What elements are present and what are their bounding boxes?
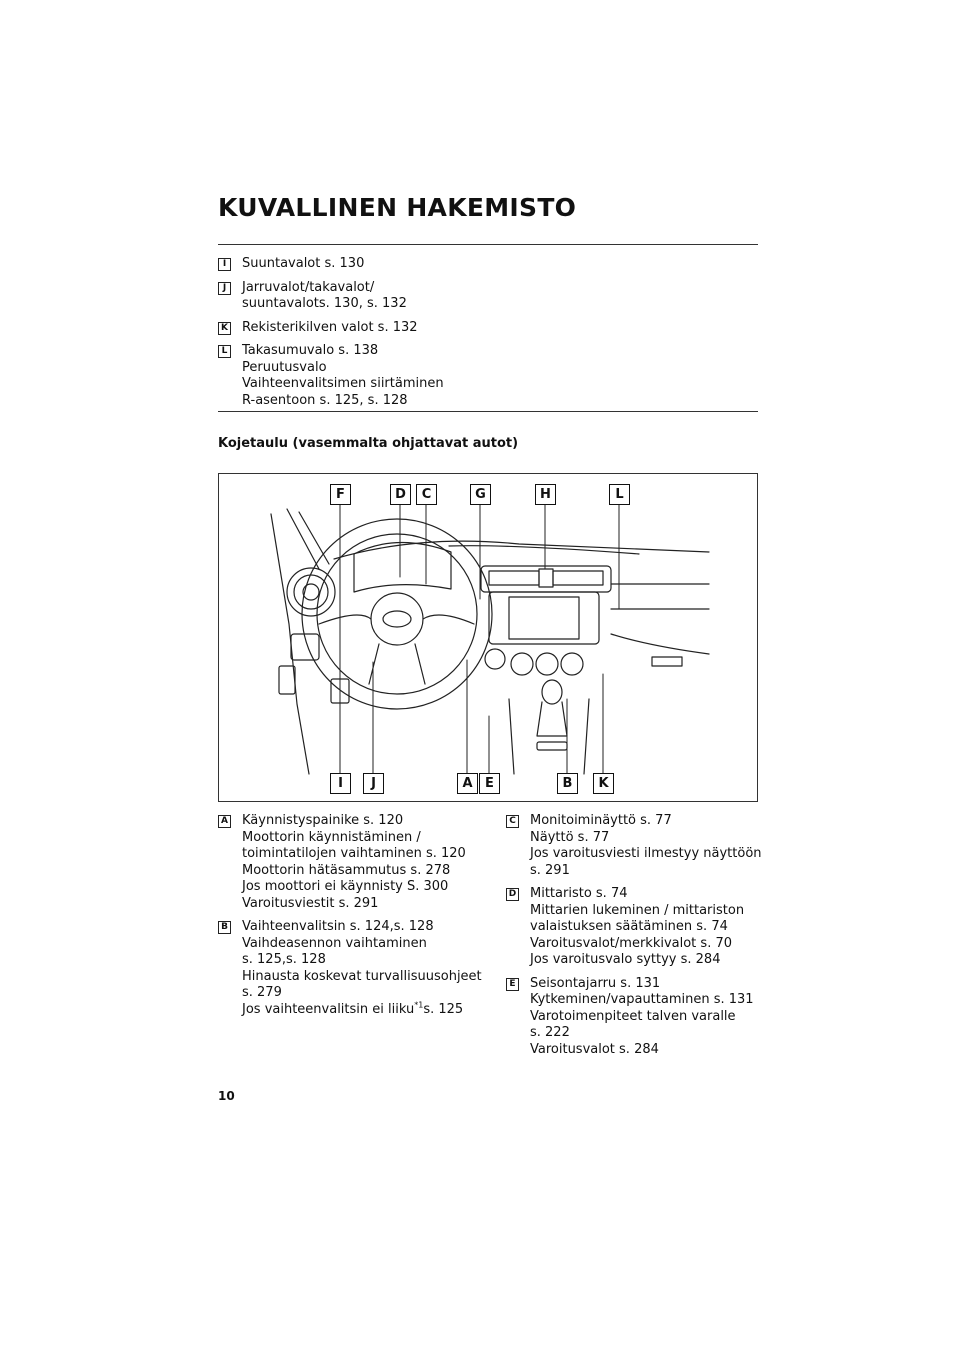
top-rule [218,244,758,245]
legend-line: Mittarien lukeminen / mittariston [530,902,745,918]
callout-b: B [557,773,578,794]
legend-entry-k [218,320,758,337]
climate-knob-right [561,653,583,675]
legend-line: Jos varoitusvalo syttyy s. 284 [530,952,721,967]
steering-spokes [319,615,474,624]
callout-f: F [330,484,351,505]
bottom-rule [218,411,758,412]
legend-line: Näyttö s. 77 [530,829,610,845]
legend-entry-b [218,919,480,1018]
steering-hub [371,593,423,645]
legend-line: Hinausta koskevat turvallisuusohjeet [242,968,482,984]
air-vent-left-core [303,584,319,600]
dashboard-right [611,634,709,654]
legend-line: valaistuksen säätäminen s. 74 [530,919,728,934]
legend-line: Seisontajarru s. 131 [530,975,661,991]
gear-boot [537,702,567,736]
key-marker: E [506,978,519,991]
legend-line: s. 125,s. 128 [242,952,326,967]
legend-line: s. 222 [530,1025,570,1040]
callout-a: A [457,773,478,794]
key-marker: D [506,888,519,901]
legend-line: Peruutusvalo [242,359,327,375]
dashboard-edge [449,546,639,554]
pillar-line [299,512,329,564]
key-marker: B [218,921,231,934]
callout-j: J [363,773,384,794]
door-edge [271,514,309,774]
legend-entry-i [218,256,758,273]
legend-line: Varoitusvalot/merkkivalot s. 70 [530,935,732,951]
dashboard-illustration [218,473,758,802]
legend-line: Jos varoitusviesti ilmestyy näyttöön [530,846,762,861]
legend-line: Vaihteenvalitsin s. 124,s. 128 [242,919,434,934]
legend-entry-c [506,813,762,879]
switch-panel-lower [279,666,295,694]
legend-line: Suuntavalot s. 130 [242,256,365,271]
legend-entry-j [218,280,758,313]
legend-line: Monitoiminäyttö s. 77 [530,813,672,828]
legend-entry-l [218,343,758,409]
legend-text: Jos vaihteenvalitsin ei liiku [242,1001,415,1017]
key-marker: J [218,282,231,295]
legend-line: Rekisterikilven valot s. 132 [242,319,418,335]
dashboard-drawing [219,474,758,802]
legend-line: Varoitusvalot s. 284 [530,1041,659,1057]
legend-line: Varoitusviestit s. 291 [242,895,379,911]
key-marker: K [218,322,231,335]
air-vent-left-inner [294,575,328,609]
key-marker: A [218,815,231,828]
center-vents [481,566,611,592]
exterior-legend [218,256,758,416]
page-number: 10 [218,1089,235,1103]
steering-lower-spokes [369,644,425,684]
console-switches [537,742,567,750]
legend-entry-e [506,976,758,1059]
footnote-marker: *1 [414,1000,424,1010]
callout-e: E [479,773,500,794]
page-title: KUVALLINEN HAKEMISTO [218,193,577,222]
key-marker: L [218,345,231,358]
legend-text: s. 125 [423,1001,464,1017]
legend-line: Kytkeminen/vapauttaminen s. 131 [530,992,754,1007]
key-marker: I [218,258,231,271]
key-marker: C [506,815,519,828]
dashboard-top [334,541,709,559]
legend-line: Varotoimenpiteet talven varalle [530,1008,736,1024]
legend-line: s. 279 [242,985,282,1000]
legend-line: Käynnistyspainike s. 120 [242,813,404,828]
legend-line: Jos moottori ei käynnisty S. 300 [242,879,449,894]
display-bezel [489,592,599,644]
legend-line: Takasumuvalo s. 138 [242,343,379,358]
start-button [485,649,505,669]
dashboard-legend-left [218,813,480,1025]
callout-h: H [535,484,556,505]
climate-knob-center [536,653,558,675]
steering-wheel-inner [317,534,477,694]
legend-line: Mittaristo s. 74 [530,886,628,901]
legend-line: toimintatilojen vaihtaminen s. 120 [242,846,466,861]
callout-c: C [416,484,437,505]
multi-display [509,597,579,639]
callout-k: K [593,773,614,794]
legend-line: Moottorin käynnistäminen / [242,829,421,845]
glovebox-handle [652,657,682,666]
legend-line: Moottorin hätäsammutus s. 278 [242,862,451,878]
legend-entry-d [506,886,758,969]
legend-line-footnoted [242,1002,480,1019]
section-heading: Kojetaulu (vasemmalta ohjattavat autot) [218,436,519,451]
legend-line: Vaihdeasennon vaihtaminen [242,935,427,951]
dashboard-legend-right [506,813,762,1065]
climate-knob-left [511,653,533,675]
callout-i: I [330,773,351,794]
callout-d: D [390,484,411,505]
callout-l: L [609,484,630,505]
center-vent-left [489,571,539,585]
legend-line: Jarruvalot/takavalot/ [242,279,375,295]
center-vent-right [553,571,603,585]
callout-g: G [470,484,491,505]
dashboard-lines [611,584,709,609]
legend-line: suuntavalots. 130, s. 132 [242,296,407,311]
legend-line: s. 291 [530,862,570,878]
steering-logo [383,611,411,627]
legend-line: Vaihteenvalitsimen siirtäminen [242,376,444,391]
hazard-button [539,569,553,587]
legend-line: R-asentoon s. 125, s. 128 [242,392,408,408]
gear-knob [542,680,562,704]
legend-entry-a [218,813,480,912]
